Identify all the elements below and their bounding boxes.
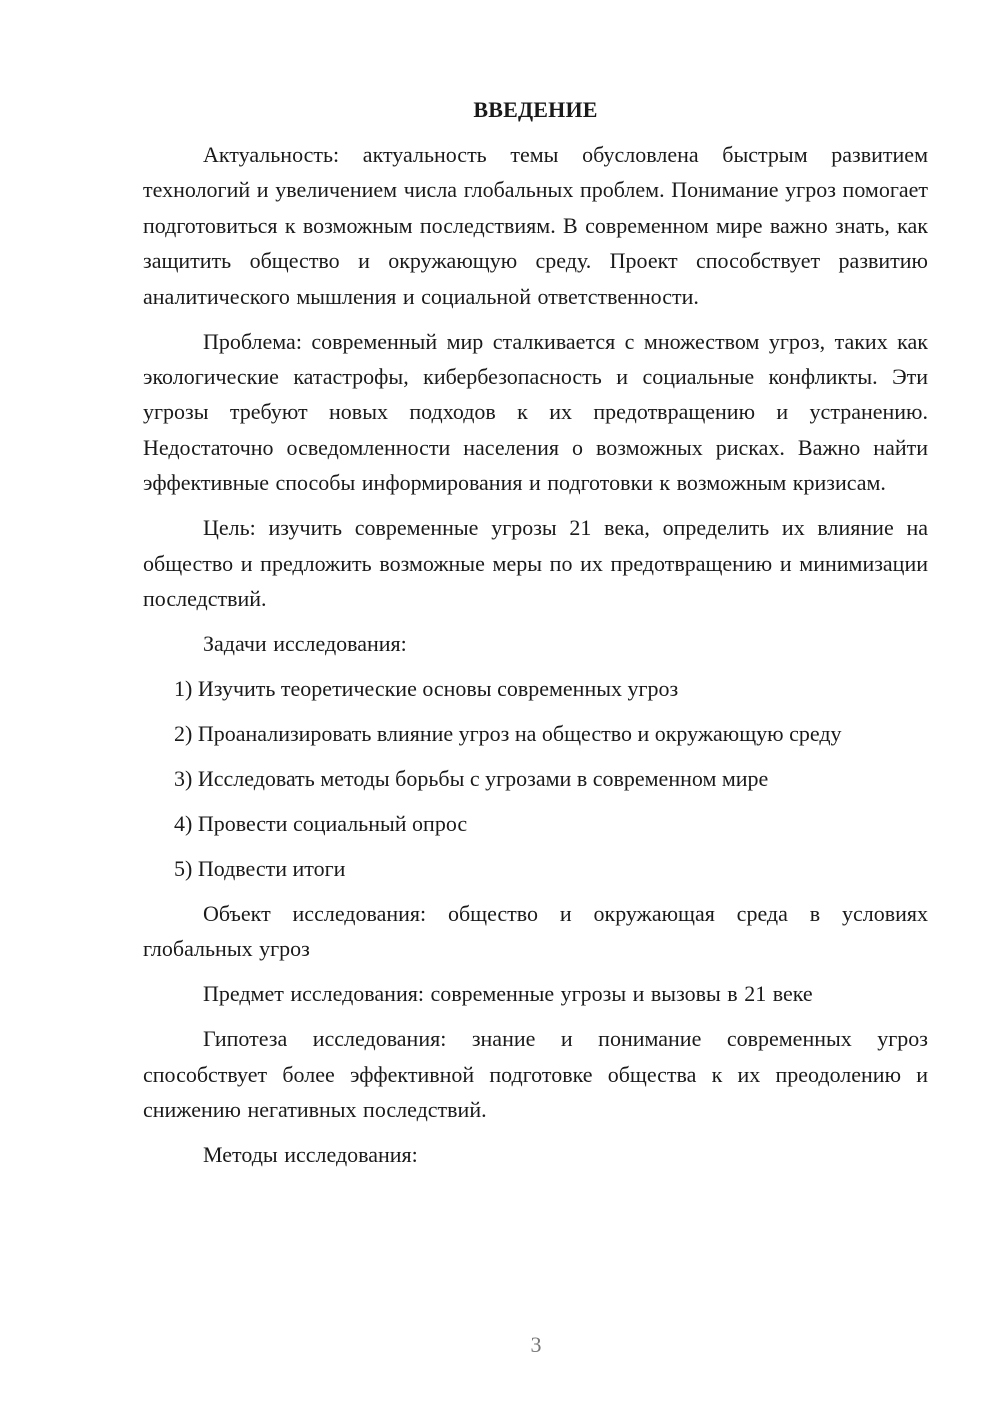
page-number: 3 [530,1332,542,1357]
task-item-1: 1) Изучить теоретические основы современных угроз [174,676,679,702]
object-paragraph: Объект исследования: общество и окружающая среда в условиях глобальных угроз [143,901,928,962]
relevance-paragraph: Актуальность: актуальность темы обусловлена быстрым развитием технологий и увеличением числа глобальных проблем. Понимание угроз помогает подготовиться к возможным последствиям. В современном мире важно знать, как защитить общество и окружающую среду. Проект способствует развитию аналитического мышления и социальной ответственности. [143,142,928,309]
document-page [143,95,928,1173]
task-item-5: 5) Подвести итоги [174,856,346,882]
task-item-2: 2) Проанализировать влияние угроз на общество и окружающую среду [174,721,842,747]
task-item-4: 4) Провести социальный опрос [174,811,468,837]
subject-paragraph: Предмет исследования: современные угрозы и вызовы в 21 веке [203,981,813,1007]
methods-heading: Методы исследования: [203,1142,418,1168]
goal-paragraph: Цель: изучить современные угрозы 21 века, определить их влияние на общество и предложить возможные меры по их предотвращению и минимизации последствий. [143,515,928,612]
task-item-3: 3) Исследовать методы борьбы с угрозами в современном мире [174,766,769,792]
problem-paragraph: Проблема: современный мир сталкивается с множеством угроз, таких как экологические катастрофы, кибербезопасность и социальные конфликты. Эти угрозы требуют новых подходов к их предотвращению и устранению. Недостаточно осведомленности населения о возможных рисках. Важно найти эффективные способы информирования и подготовки к возможным кризисам. [143,328,928,496]
hypothesis-paragraph: Гипотеза исследования: знание и понимание современных угроз способствует более эффективной подготовке общества к их преодолению и снижению негативных последствий. [143,1026,928,1123]
page-title: ВВЕДЕНИЕ [473,97,598,122]
tasks-heading: Задачи исследования: [203,631,407,657]
